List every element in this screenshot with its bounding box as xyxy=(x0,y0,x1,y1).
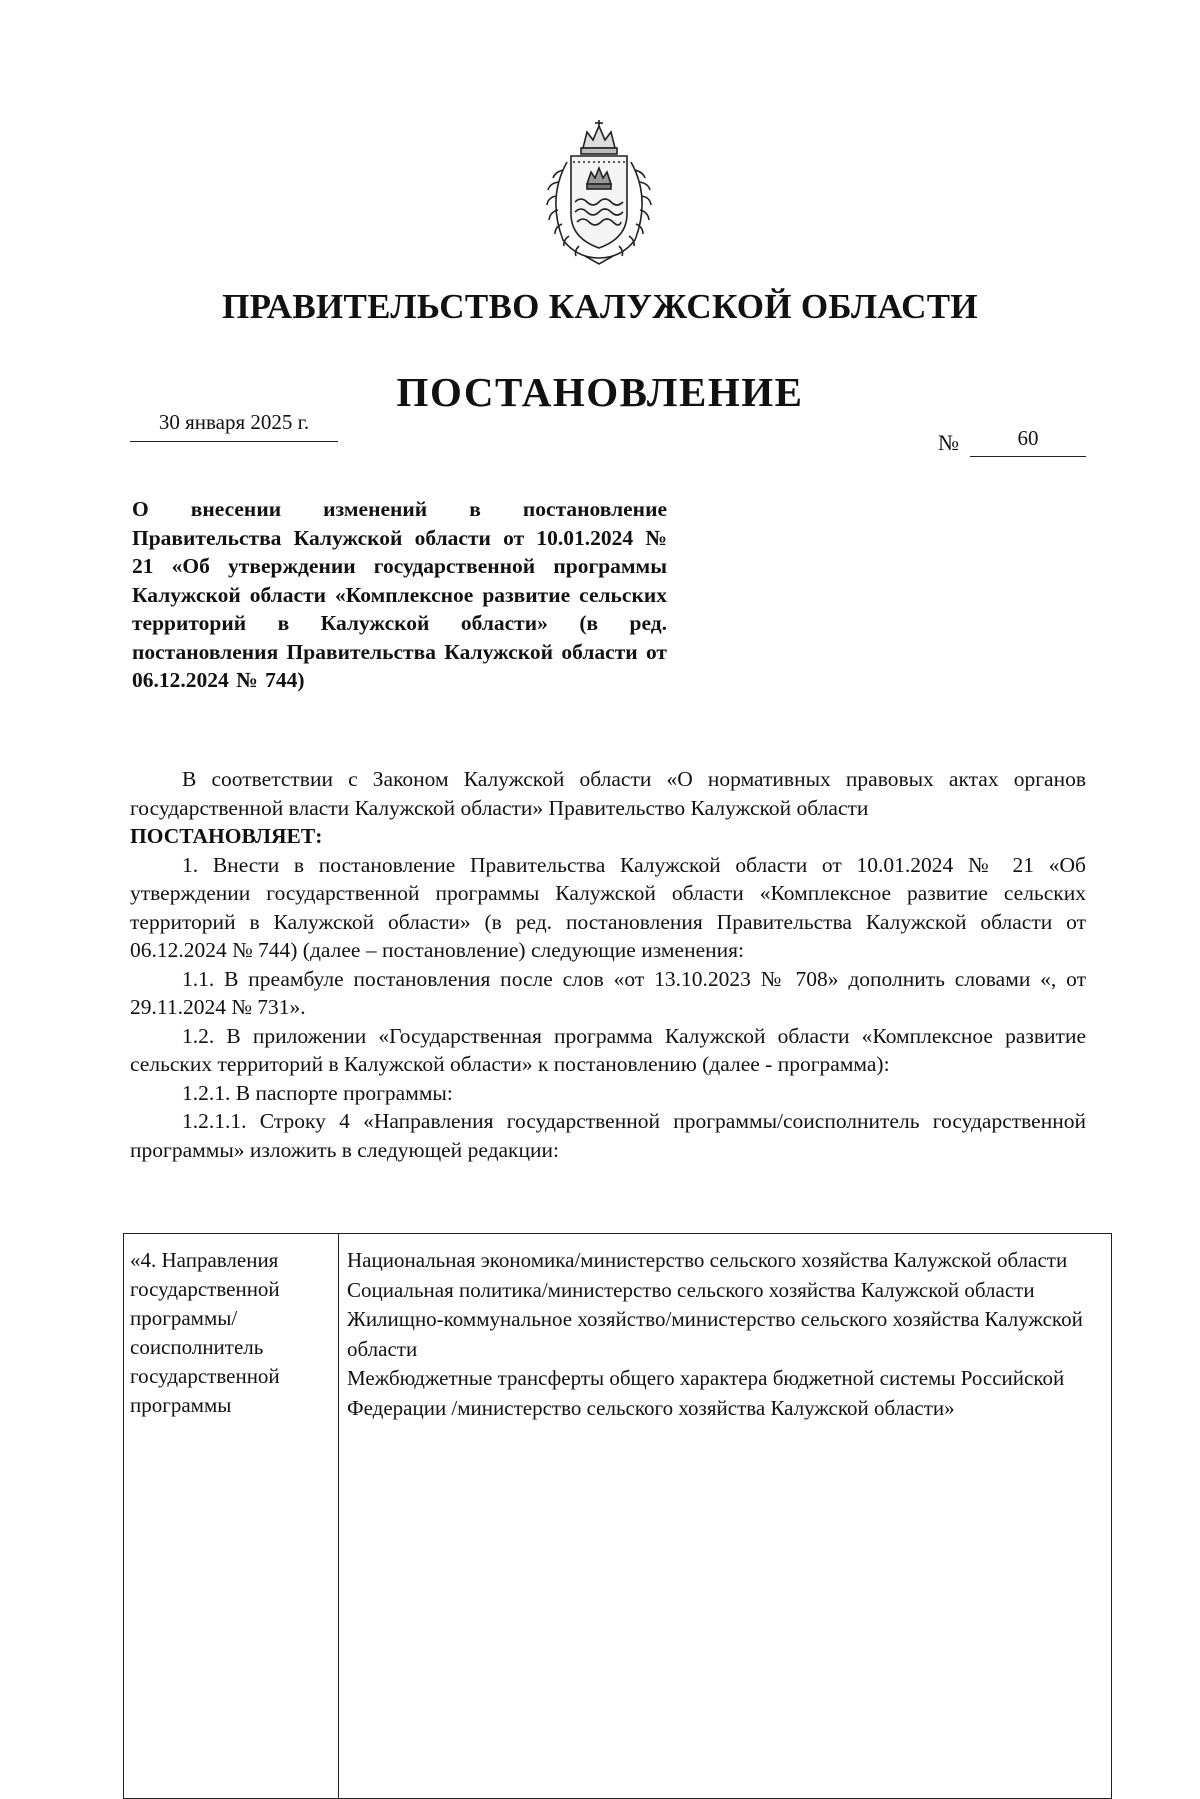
date-underline xyxy=(130,441,338,442)
preamble-paragraph: В соответствии с Законом Калужской области «О нормативных правовых актах органов государственной власти Калужской области» Правительство Калужской области xyxy=(130,767,1086,820)
decree-number: 60 xyxy=(1017,426,1039,450)
table-entry: Национальная экономика/министерство сельского хозяйства Калужской области xyxy=(347,1248,1068,1272)
coat-of-arms-emblem xyxy=(533,118,665,266)
table-row-label: «4. Направления государственной программы/ соисполнитель государственной программы xyxy=(124,1234,339,1798)
resolves-heading: ПОСТАНОВЛЯЕТ: xyxy=(130,824,323,848)
number-sign: № xyxy=(938,430,959,455)
table-entry: Межбюджетные трансферты общего характера бюджетной системы Российской Федерации /министерство сельского хозяйства Калужской области» xyxy=(347,1366,1065,1420)
decree-body xyxy=(130,765,1086,1164)
number-underline xyxy=(970,456,1086,457)
paragraph-1-2: 1.2. В приложении «Государственная программа Калужской области «Комплексное развитие сельских территорий в Калужской области» к постановлению (далее - программа): xyxy=(130,1023,1086,1076)
table-entry: Социальная политика/министерство сельского хозяйства Калужской области xyxy=(347,1277,1035,1302)
paragraph-1-2-1-1: 1.2.1.1. Строку 4 «Направления государственной программы/соисполнитель государственной программы» изложить в следующей редакции: xyxy=(130,1109,1086,1162)
amendment-table xyxy=(123,1233,1112,1799)
paragraph-1: 1. Внести в постановление Правительства Калужской области от 10.01.2024 № 21 «Об утверждении государственной программы Калужской области «Комплексное развитие сельских территорий в Калужской области» (в ред. постановления Правительства Калужской области от 06.12.2024 № 744) (далее – постановление) следующие изменения: xyxy=(130,852,1086,962)
government-name: ПРАВИТЕЛЬСТВО КАЛУЖСКОЙ ОБЛАСТИ xyxy=(222,287,978,326)
decree-date: 30 января 2025 г. xyxy=(158,410,310,434)
table-entry: Жилищно-коммунальное хозяйство/министерство сельского хозяйства Калужской области xyxy=(347,1307,1083,1361)
table-row-content xyxy=(339,1234,1111,1798)
decree-subject: О внесении изменений в постановление Правительства Калужской области от 10.01.2024 № 21 «Об утверждении государственной программы Калужской области «Комплексное развитие сельских территорий в Калужской области» (в ред. постановления Правительства Калужской области от 06.12.2024 № 744) xyxy=(132,497,667,692)
paragraph-1-2-1: 1.2.1. В паспорте программы: xyxy=(182,1080,453,1105)
paragraph-1-1: 1.1. В преамбуле постановления после слов «от 13.10.2023 № 708» дополнить словами «, от 29.11.2024 № 731». xyxy=(130,966,1086,1019)
document-type-title: ПОСТАНОВЛЕНИЕ xyxy=(396,369,804,415)
